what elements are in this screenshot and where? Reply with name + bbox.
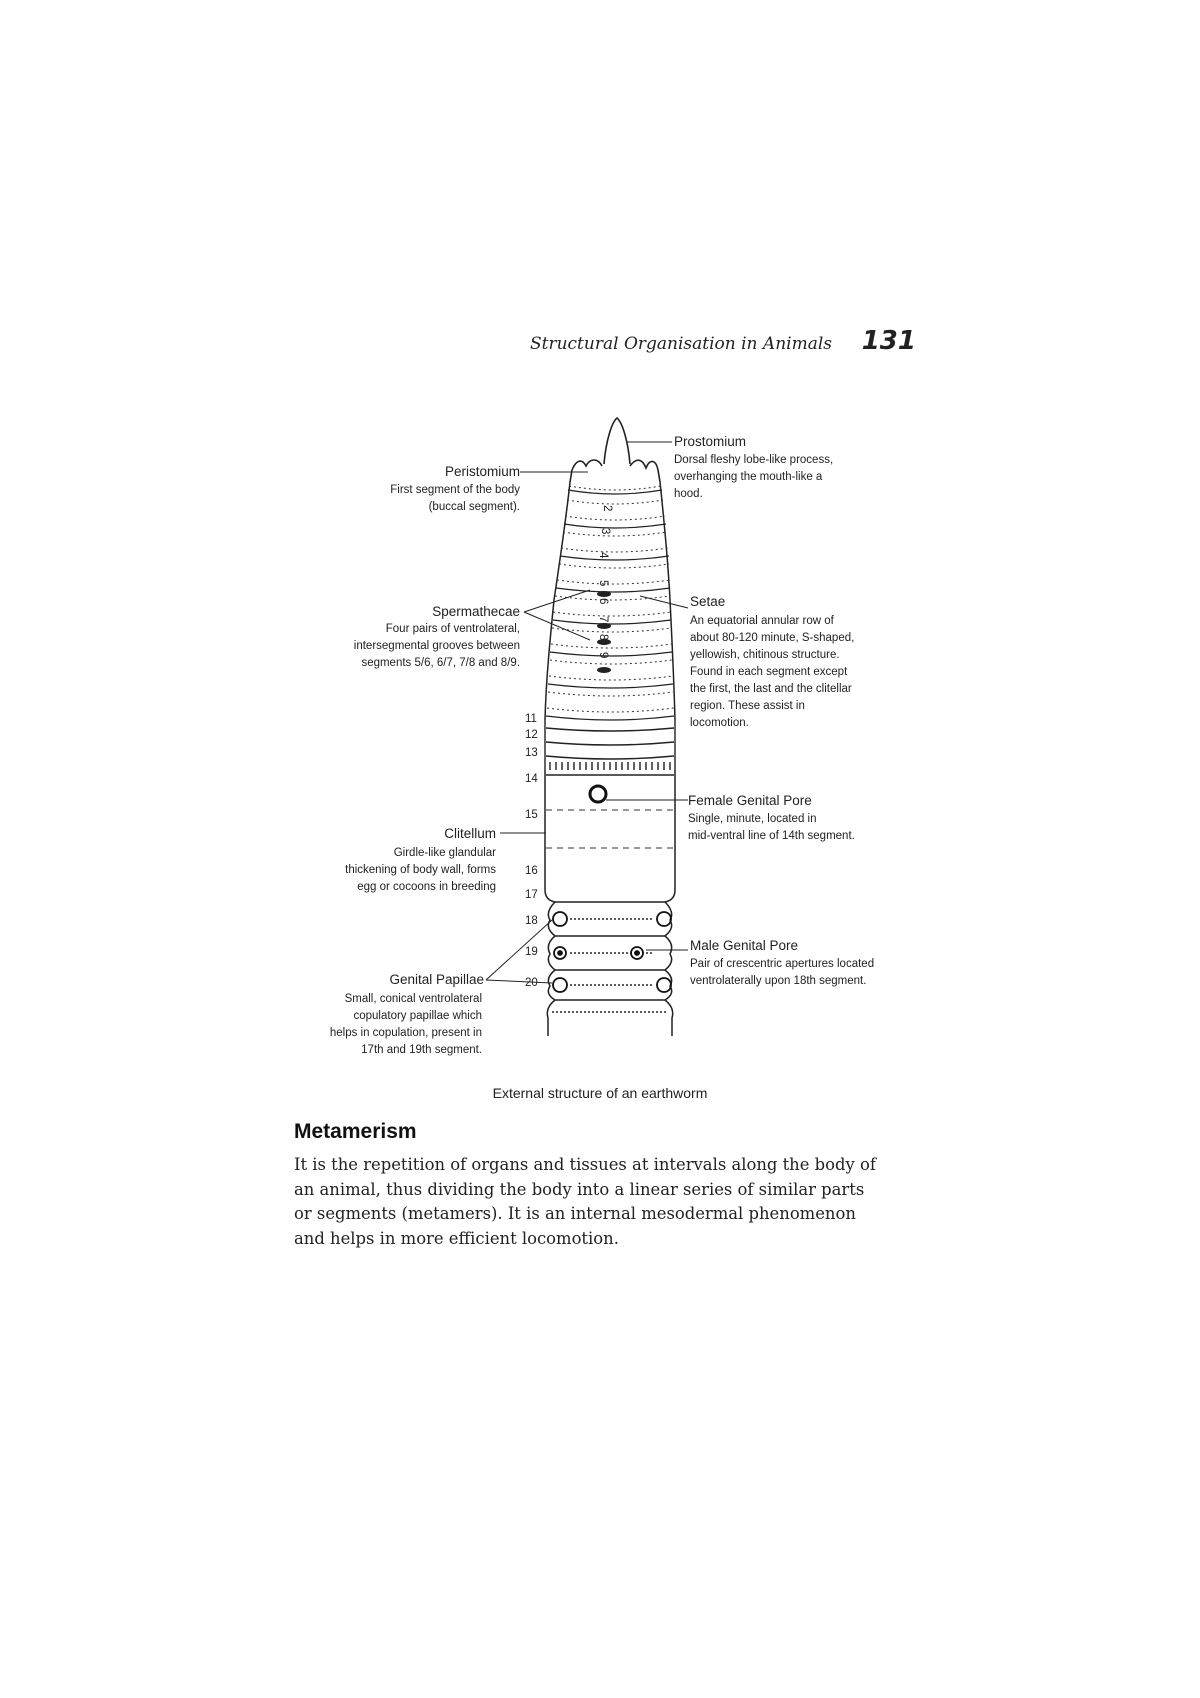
label-desc-line: copulatory papillae which bbox=[353, 1010, 482, 1022]
label-title: Clitellum bbox=[444, 826, 496, 841]
label-desc-line: segments 5/6, 6/7, 7/8 and 8/9. bbox=[361, 657, 520, 669]
label-desc-line: First segment of the body bbox=[390, 484, 520, 496]
label-desc-line: An equatorial annular row of bbox=[690, 615, 834, 627]
segment-number: 17 bbox=[525, 889, 538, 901]
label-title: Peristomium bbox=[444, 464, 520, 479]
anterior-segment-solid-rings bbox=[546, 490, 674, 720]
posterior-setae-rows bbox=[552, 919, 668, 1012]
body-line: and helps in more efficient locomotion. bbox=[294, 1228, 619, 1248]
label-setae bbox=[690, 594, 854, 729]
label-desc-line: Found in each segment except bbox=[690, 666, 848, 678]
segment-number: 3 bbox=[599, 528, 611, 535]
segment-number: 5 bbox=[597, 580, 609, 587]
segment-number: 7 bbox=[597, 616, 609, 623]
body-line: an animal, thus dividing the body into a linear series of similar parts bbox=[294, 1179, 865, 1199]
segment-number: 9 bbox=[597, 652, 609, 659]
label-desc-line: (buccal segment). bbox=[428, 501, 520, 513]
label-desc-line: Girdle-like glandular bbox=[393, 847, 496, 859]
segment-number: 20 bbox=[525, 977, 538, 989]
female-genital-pore-mark bbox=[590, 786, 606, 802]
label-spermathecae bbox=[354, 604, 520, 669]
header-title: Structural Organisation in Animals bbox=[529, 334, 832, 354]
label-desc-line: the first, the last and the clitellar bbox=[690, 683, 852, 695]
segment-number: 13 bbox=[525, 747, 538, 759]
label-title: Genital Papillae bbox=[389, 972, 484, 987]
label-desc-line: Single, minute, located in bbox=[688, 813, 817, 825]
label-desc-line: yellowish, chitinous structure. bbox=[690, 649, 840, 661]
clitellum-segment-lines bbox=[546, 810, 674, 848]
segment-number: 11 bbox=[525, 713, 537, 725]
section-heading: Metamerism bbox=[294, 1120, 417, 1143]
segment-number: 15 bbox=[525, 809, 538, 821]
label-title: Female Genital Pore bbox=[688, 793, 812, 808]
label-desc-line: helps in copulation, present in bbox=[329, 1027, 482, 1039]
label-title: Prostomium bbox=[674, 434, 747, 449]
label-desc-line: thickening of body wall, forms bbox=[345, 864, 496, 876]
label-desc-line: Dorsal fleshy lobe-like process, bbox=[674, 454, 834, 466]
genital-papillae-marks bbox=[553, 912, 671, 992]
label-desc-line: egg or cocoons in breeding bbox=[357, 881, 496, 893]
segment-number: 2 bbox=[601, 505, 613, 512]
segment-number: 16 bbox=[525, 865, 538, 877]
label-desc-line: Pair of crescentric apertures located bbox=[690, 958, 875, 970]
segment-number: 12 bbox=[525, 729, 538, 741]
label-female-genital-pore bbox=[688, 793, 855, 842]
segment-number-labels bbox=[525, 505, 613, 989]
body-line: It is the repetition of organs and tissues at intervals along the body of bbox=[294, 1155, 876, 1174]
label-desc-line: ventrolaterally upon 18th segment. bbox=[690, 975, 867, 987]
label-desc-line: region. These assist in bbox=[690, 700, 805, 712]
label-desc-line: hood. bbox=[674, 488, 703, 500]
body-line: or segments (metamers). It is an internal mesodermal phenomenon bbox=[294, 1204, 856, 1223]
label-desc-line: about 80-120 minute, S-shaped, bbox=[690, 632, 855, 644]
figure-caption: External structure of an earthworm bbox=[492, 1085, 708, 1101]
segment-number: 8 bbox=[597, 634, 609, 641]
label-male-genital-pore bbox=[690, 938, 874, 987]
segment-number: 4 bbox=[597, 552, 609, 559]
segment-number: 6 bbox=[597, 598, 609, 605]
page-number: 131 bbox=[861, 326, 916, 356]
label-title: Spermathecae bbox=[432, 604, 520, 619]
label-peristomium bbox=[390, 464, 520, 513]
label-desc-line: intersegmental grooves between bbox=[353, 640, 520, 652]
label-desc-line: Four pairs of ventrolateral, bbox=[385, 623, 520, 635]
label-desc-line: 17th and 19th segment. bbox=[361, 1044, 482, 1056]
label-desc-line: mid-ventral line of 14th segment. bbox=[688, 830, 855, 842]
label-clitellum bbox=[345, 826, 496, 893]
setae-row-13 bbox=[550, 762, 670, 770]
section-body bbox=[294, 1153, 916, 1251]
clitellum-region bbox=[545, 770, 675, 902]
label-genital-papillae bbox=[330, 972, 484, 1056]
label-desc-line: Small, conical ventrolateral bbox=[344, 993, 482, 1005]
segment-number: 14 bbox=[525, 773, 538, 785]
label-title: Setae bbox=[690, 594, 726, 609]
label-desc-line: locomotion. bbox=[690, 717, 749, 729]
segment-number: 19 bbox=[525, 946, 538, 958]
segment-number: 18 bbox=[525, 915, 538, 927]
label-prostomium bbox=[674, 434, 833, 500]
label-title: Male Genital Pore bbox=[690, 938, 799, 953]
label-desc-line: overhanging the mouth-like a bbox=[674, 471, 823, 483]
